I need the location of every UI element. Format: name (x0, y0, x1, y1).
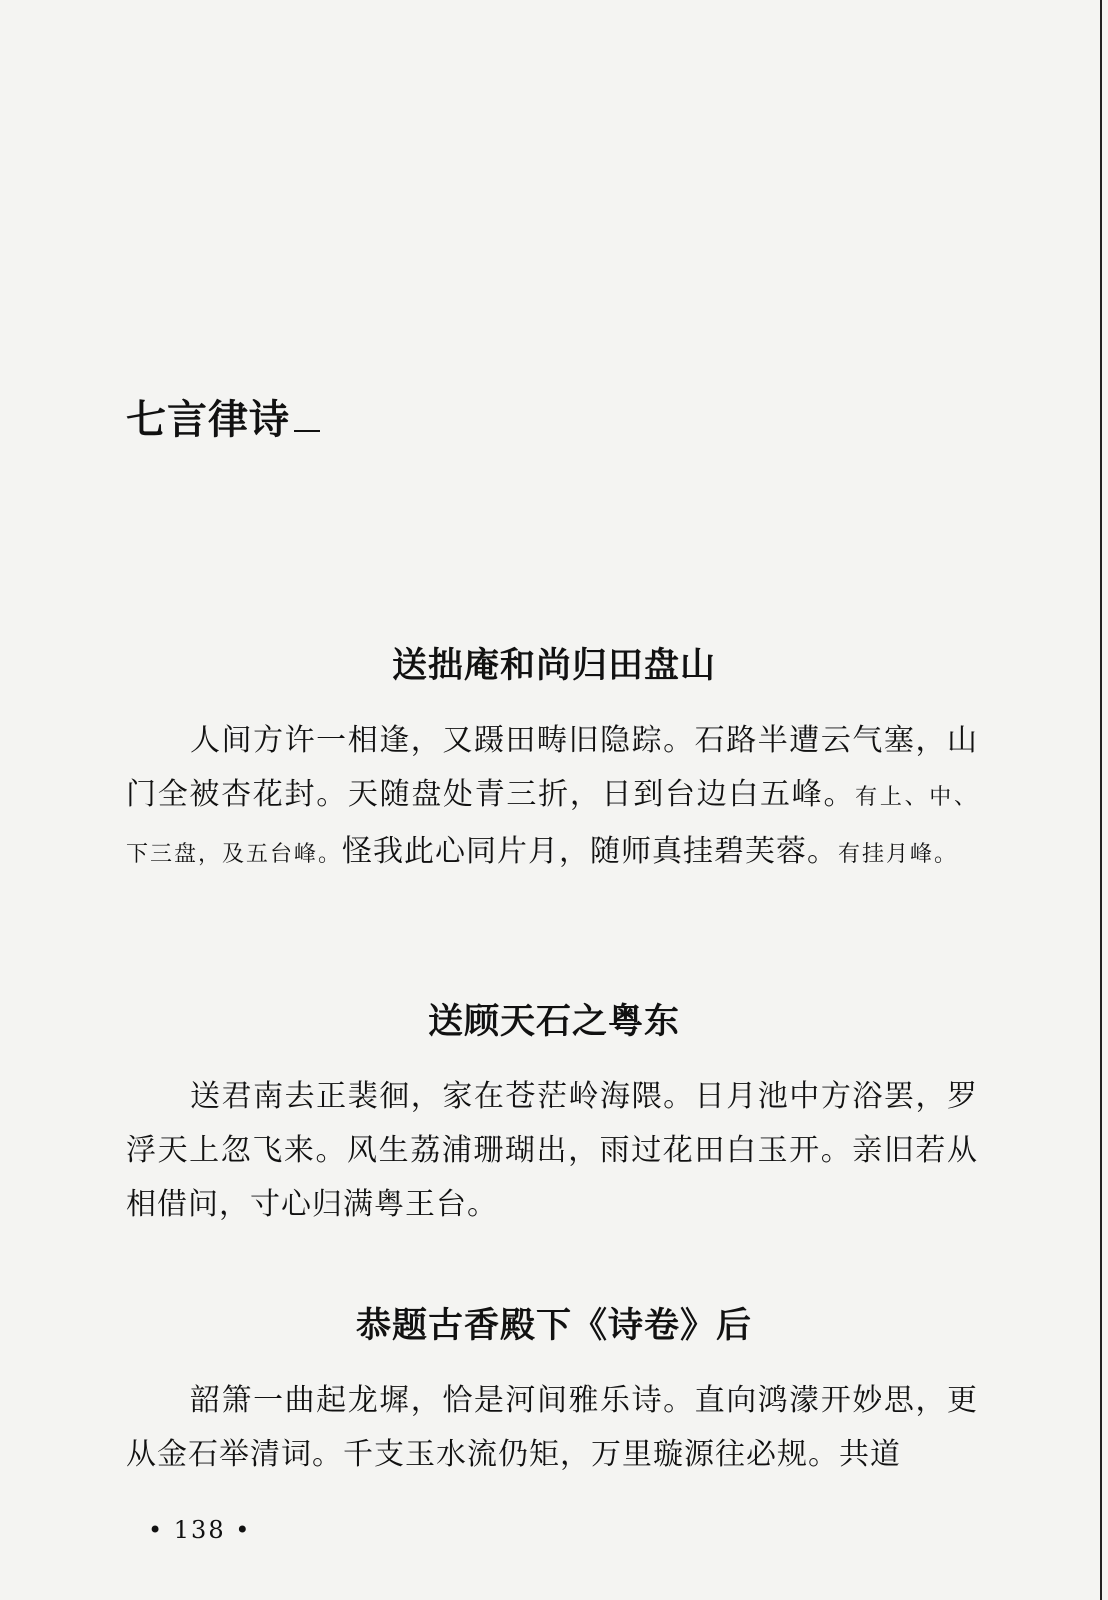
poem-body-3 (126, 1374, 978, 1482)
section-title (126, 388, 320, 445)
section-title-text: 七言律诗 (126, 396, 290, 443)
poem-1-note-b: 有挂月峰。 (838, 842, 959, 867)
poem-1-text-a: 人间方许一相逢，又蹑田畴旧隐踪。石路半遭云气塞，山门全被杏花封。天随盘处青三折，日到台边白五峰。 (126, 723, 978, 812)
poem-2-text: 送君南去正裴徊，家在苍茫岭海隈。日月池中方浴罢，罗浮天上忽飞来。风生荔浦珊瑚出，雨过花田白玉开。亲旧若从相借问，寸心归满粤王台。 (126, 1079, 978, 1222)
poem-1-text-b: 怪我此心同片月，随师真挂碧芙蓉。 (342, 834, 839, 869)
poem-3-text: 韶箫一曲起龙墀，恰是河间雅乐诗。直向鸿濛开妙思，更从金石举清词。千支玉水流仍矩，万里璇源往必规。共道 (126, 1383, 978, 1472)
page-number: • 138 • (148, 1516, 252, 1544)
poem-title-2: 送顾天石之粤东 (427, 1001, 680, 1042)
page-edge-line (1100, 0, 1102, 1600)
poem-title-3: 恭题古香殿下《诗卷》后 (355, 1305, 752, 1346)
poem-body-2 (126, 1070, 978, 1232)
title-dash (294, 430, 320, 432)
poem-title-1: 送拙庵和尚归田盘山 (391, 645, 716, 686)
poem-1-note-a: 有上、中、下三盘，及五台峰。 (126, 785, 978, 867)
poem-body-1 (126, 714, 978, 882)
